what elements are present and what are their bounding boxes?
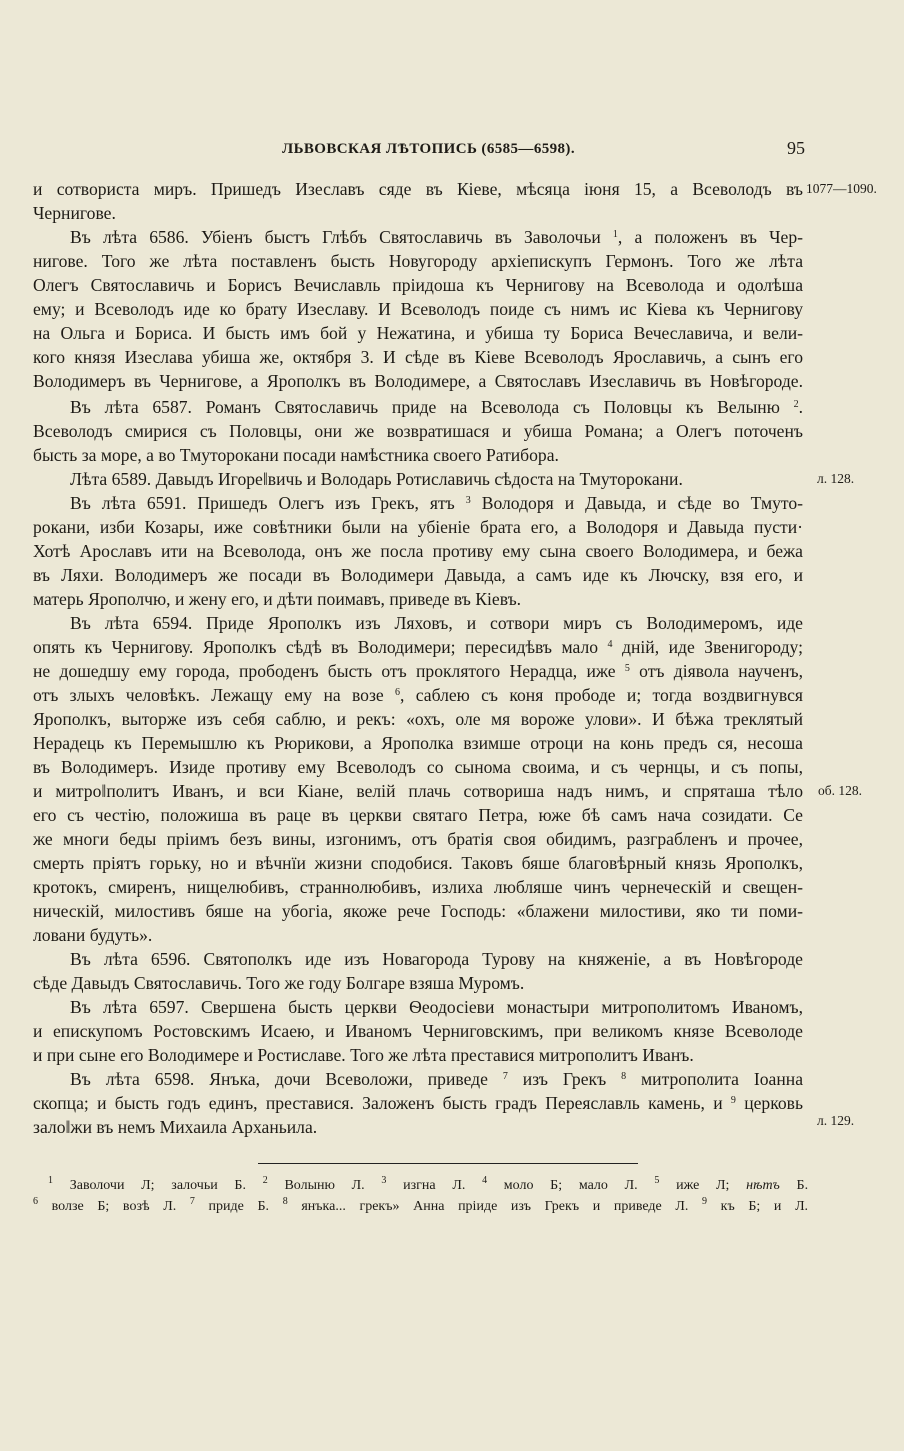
text-line: отъ злыхъ человѣкъ. Лежащу ему на возе $^6$, саблею съ коня прободе и; тогда воздвигнувся [33, 685, 803, 705]
text-line: въ Володимеръ. Изиде противу ему Всеволодъ со сынома своима, и съ чернцы, и съ попы, [33, 757, 803, 777]
footnote-line: $^1$ Заволочи Л; залочьи Б. $^2$ Волыню Л. $^3$ изгна Л. $^4$ моло Б; мало Л. $^5$ иже Л; нѣтъ Б. [48, 1175, 809, 1193]
footnote-ref: 1 [612, 229, 618, 240]
text-line: его съ честію, положиша въ раце въ церкви святаго Петра, юже бѣ самъ нача созидати. Се [33, 805, 803, 825]
margin-years: 1077—1090. [806, 181, 877, 196]
margin-leaf-129: л. 129. [817, 1113, 855, 1128]
text-line: и сотвориста миръ. Пришедъ Изеславъ сяде въ Кіеве, мѣсяца іюня 15, а Всеволодъ въ [33, 179, 803, 199]
text-line: и митро‖политъ Иванъ, и вси Кіане, велій плачь сотвориша надъ нимъ, и спряташа тѣло [33, 781, 803, 801]
running-title: ЛЬВОВСКАЯ ЛѢТОПИСЬ (6585—6598). [282, 141, 575, 157]
footnote-ref: 2 [793, 399, 799, 410]
text-line: Чернигове. [33, 203, 116, 223]
text-line: нигове. Того же лѣта поставленъ бысть Новугороду архіепискупъ Гермонъ. Того же лѣта [33, 251, 803, 271]
margin-leaf-128-verso: об. 128. [818, 783, 862, 798]
text-line: кого князя Изеслава убиша же, октября 3. И сѣде въ Кіеве Всеволодъ Ярославичь, а сынъ его [33, 347, 803, 367]
text-line: зало‖жи въ немъ Михаила Арханьила. [33, 1117, 318, 1137]
text-line: Въ лѣта 6597. Свершена бысть церкви Ѳеодосіеви монастыри митрополитомъ Иваномъ, [70, 997, 803, 1017]
text-line: скопца; и бысть годъ единъ, преставися. Заложенъ бысть градъ Переяславль камень, и $^9$ церковь [33, 1093, 804, 1113]
footnote: волзе Б; возѣ Л. [51, 1199, 177, 1214]
footnote-ref: 7 [502, 1071, 508, 1082]
footnote: иже Л; нѣтъ Б. [676, 1178, 809, 1193]
text-line: Ярополкъ, выторже изъ себя саблю, и рекъ: «охъ, оле мя вороже улови». И бѣжа треклятый [33, 709, 803, 729]
footnote: Заволочи Л; залочьи Б. [69, 1178, 246, 1193]
footnote-line: $^6$ волзе Б; возѣ Л. $^7$ приде Б. $^8$ янъка... грекъ» Анна пріиде изъ Грекъ и приведе Л. $^9$ къ Б; и Л. [33, 1196, 809, 1214]
text-line: ническій, милостивъ бяше на убогіа, якоже рече Господь: «блажени милостиви, яко ти поми- [33, 901, 803, 921]
footnote: моло Б; мало Л. [503, 1178, 638, 1193]
footnote: изгна Л. [403, 1178, 466, 1193]
footnote-divider [258, 1163, 638, 1164]
text-line: Всеволодъ смирися съ Половцы, они же возвратишася и убиша Романа; а Олегъ поточенъ [33, 421, 803, 441]
text-line: опять къ Чернигову. Ярополкъ сѣдѣ въ Володимери; пересидѣвъ мало $^4$ дній, иде Звенигороду; [33, 637, 803, 657]
text-line: Олегъ Святославичь и Борисъ Вечиславль пріидоша къ Чернигову на Всеволода и одолѣша [33, 275, 803, 295]
text-line: матерь Ярополчю, и жену его, и дѣти поимавъ, приведе въ Кіевъ. [33, 589, 522, 609]
text-line: кротокъ, смиренъ, нищелюбивъ, страннолюбивъ, излиха любляше чинъ чернеческій и свещен- [33, 877, 803, 897]
footnote: къ Б; и Л. [720, 1199, 809, 1214]
text-line: въ Ляхи. Володимеръ же посади въ Володимери Давыда, а самъ иде къ Лючску, взя его, и [33, 565, 803, 585]
text-line: Въ лѣта 6598. Янъка, дочи Всеволожи, приведе $^7$ изъ Грекъ $^8$ митрополита Іоанна [70, 1069, 803, 1089]
footnote-ref: 4 [607, 639, 613, 650]
footnote: приде Б. [208, 1199, 270, 1214]
footnote: Волыню Л. [284, 1178, 365, 1193]
text-line: Въ лѣта 6591. Пришедъ Олегъ изъ Грекъ, ятъ $^3$ Володоря и Давыда, и сѣде во Тмуто- [70, 493, 803, 513]
text-line: ему; и Всеволодъ иде ко брату Изеславу. И Всеволодъ поиде съ нимъ ис Кіева къ Чернигову [33, 299, 803, 319]
footnote: янъка... грекъ» Анна пріиде изъ Грекъ и приведе Л. [301, 1199, 689, 1214]
text-line: Въ лѣта 6594. Приде Ярополкъ изъ Ляховъ, и сотвори миръ съ Володимеромъ, иде [70, 613, 803, 633]
text-line: же многи беды пріимъ безъ вины, изгонимъ, отъ братія своя обидимъ, разграбленъ и прочее, [33, 829, 803, 849]
text-line: Въ лѣта 6586. Убіенъ быстъ Глѣбъ Святославичь въ Заволочьи $^1$, а положенъ въ Чер- [70, 227, 804, 247]
text-line: и при сыне его Володимере и Ростиславе. Того же лѣта преставися митрополитъ Иванъ. [33, 1045, 694, 1065]
text-line: Лѣта 6589. Давыдъ Игоре‖вичь и Володарь Ротиславичь сѣдоста на Тмуторокани. [70, 469, 683, 489]
text-line: и епискупомъ Ростовскимъ Исаею, и Иваномъ Черниговскимъ, при великомъ князе Всеволоде [33, 1021, 803, 1041]
text-line: бысть за море, а во Тмуторокани посади намѣстника своего Ратибора. [33, 445, 559, 465]
footnote-ref: 3 [465, 495, 471, 506]
text-line: Нерадець къ Перемышлю къ Рюрикови, а Ярополка взимше отроци на конь предъ ся, несоша [33, 733, 803, 753]
footnote-ref: 5 [624, 663, 630, 674]
margin-leaf-128: л. 128. [817, 471, 855, 486]
text-line: Хотѣ Арославъ ити на Всеволода, онъ же посла противу ему сына своего Володимера, и бежа [33, 541, 803, 561]
page-number: 95 [787, 138, 805, 158]
footnote-ref: 8 [621, 1071, 627, 1082]
footnote-ref: 9 [730, 1095, 736, 1106]
running-header [0, 138, 904, 165]
text-line: смерть пріятъ горьку, но и вѣчнїи жизни сподобися. Таковъ бяше благовѣрный князь Ярополкъ, [33, 853, 803, 873]
text-line: на Ольга и Бориса. И бысть имъ бой у Нежатина, и убиша ту Бориса Вечеславича, и вели- [33, 323, 803, 343]
text-line: Въ лѣта 6596. Святополкъ иде изъ Новагорода Турову на княженіе, а въ Новѣгороде [70, 949, 803, 969]
text-line: Володимеръ въ Чернигове, а Ярополкъ въ Володимере, а Святославъ Изеславичь въ Новѣгороде. [33, 371, 803, 391]
text-line: ловани будуть». [33, 925, 153, 945]
text-line: сѣде Давыдъ Святославичь. Того же году Болгаре взяша Муромъ. [33, 973, 525, 993]
footnote-ref: 6 [395, 687, 401, 698]
text-line: Въ лѣта 6587. Романъ Святославичь приде на Всеволода съ Половцы къ Велыню $^2$. [70, 397, 803, 417]
text-line: не дошедшу ему города, прободенъ бысть отъ проклятого Нерадца, иже $^5$ отъ діявола наученъ, [33, 661, 803, 681]
text-line: рокани, изби Козары, иже совѣтники были на убіеніе брата его, а Володоря и Давыда пусти· [33, 517, 803, 537]
